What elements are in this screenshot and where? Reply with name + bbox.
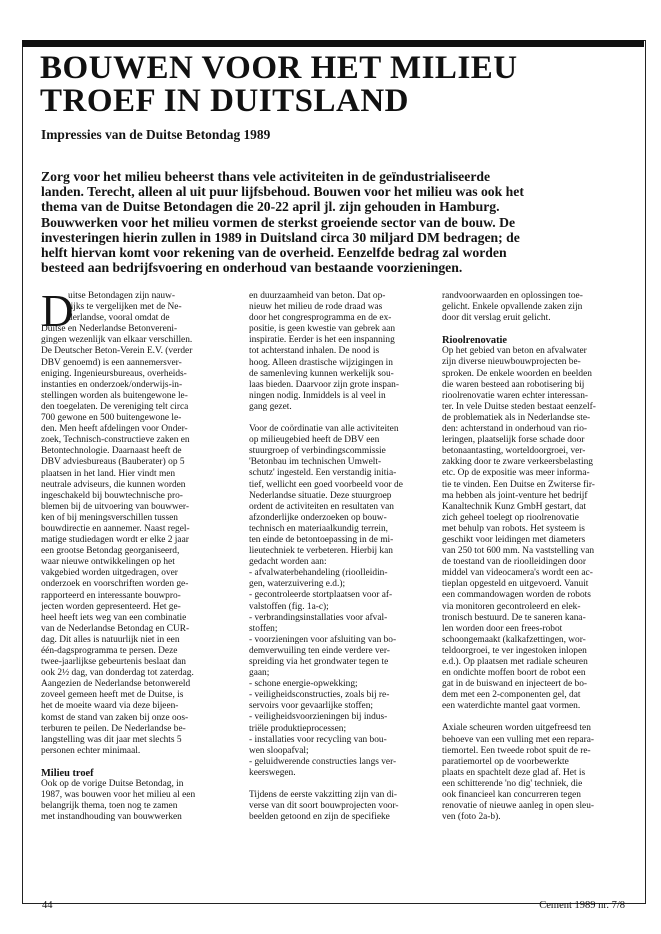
lead-line: besteed aan bedrijfsvoering en onderhoud van bestaande voorzieningen. (41, 260, 463, 276)
text-line: eniging. Ingenieursbureaus, overheids- (41, 368, 187, 379)
text-line: keerswegen. (249, 767, 296, 778)
text-line: gelicht. Enkele opvallende zaken zijn (442, 302, 583, 313)
text-line: den. Men heeft afdelingen voor Onder- (41, 424, 188, 435)
text-line: servoirs voor gevaarlijke stoffen; (249, 701, 374, 712)
paragraph-gap (442, 324, 628, 335)
text-line: etc. Op de expositie was meer informa- (442, 468, 590, 479)
text-line: spreiding via het grondwater tegen te (249, 657, 389, 667)
column-1 (41, 286, 237, 823)
text-line: via monitoren gecontroleerd en elek- (442, 601, 581, 612)
lead-line: helft hiervan komt voor rekening van de overheid. Eenzelfde bedrag zal worden (41, 245, 507, 261)
text-line: ven (foto 2a-b). (442, 812, 501, 823)
text-line: met instandhouding van bouwwerken (41, 812, 182, 823)
text-line: plaats en spachtelt deze glad af. Het is (442, 767, 586, 778)
text-line: dag. Dit alles is natuurlijk niet in een (41, 634, 180, 645)
text-line: DBV adviesbureaus (Bauberater) op 5 (41, 457, 185, 468)
text-line: onderzoek en voorschriften worden ge- (41, 579, 189, 590)
text-line: met behulp van robots. Het systeem is (442, 523, 585, 534)
text-line: nieuw het milieu de rode draad was (249, 302, 383, 313)
text-line: van de Nederlandse Betondag en CUR- (41, 623, 190, 634)
text-line: één-dagsprogramma te persen. Deze (41, 646, 178, 656)
text-line: langstelling was dit jaar met slechts 5 (41, 734, 182, 745)
text-line: - geluidwerende constructies langs ver- (249, 756, 397, 767)
lead-paragraph (41, 169, 635, 275)
text-line: positie, is geen kwestie van gebrek aan (249, 324, 396, 335)
text-line: technisch en materiaalkundig terrein, (249, 523, 389, 534)
text-line: demverwuiling ten einde verdere ver- (249, 645, 390, 656)
text-line: tronisch bestuurd. De te saneren kana- (442, 612, 586, 623)
text-line: ingeschakeld bij bouwtechnische pro- (41, 490, 183, 501)
text-line: gingen wezenlijk van elkaar verschillen. (41, 335, 193, 346)
text-line: paratiemortel op de voorbewerkte (442, 756, 569, 767)
text-line: ook 2½ dag, van donderdag tot zaterdag. (41, 668, 194, 679)
text-line: terburen te peilen. De Nederlandse be- (41, 723, 186, 734)
text-line: - verbrandingsinstallaties voor afval- (249, 612, 388, 623)
text-line: betonaantasting, worteldoorgroei, ver- (442, 446, 586, 457)
text-line: valstoffen (fig. 1a-c); (249, 601, 329, 612)
text-line: renovatie of nieuwe aanleg in open sleu- (442, 801, 595, 812)
text-line: 'Betonbau im technischen Umwelt- (249, 457, 382, 468)
drop-cap: D (41, 286, 74, 336)
text-line: inspiratie. Eerder is het een inspanning (249, 335, 395, 346)
text-line: - veiligheidsconstructies, zoals bij re- (249, 690, 390, 701)
text-line: ten einde de betontoepassing in de mi- (249, 534, 394, 545)
text-line: DBV genoemd) is een aannemersver- (41, 357, 182, 368)
section-heading: Rioolrenovatie (442, 335, 508, 347)
top-rule (22, 40, 644, 47)
text-line: ter. In vele Duitse steden bestaat eenzelf- (442, 401, 596, 412)
title-line: BOUWEN VOOR HET MILIEU (40, 50, 518, 86)
text-line: de toestand van de rioolleidingen door (442, 557, 586, 568)
text-line: vakgebied worden uitgedragen, over (41, 568, 178, 579)
text-line: - gecontroleerde stortplaatsen voor af- (249, 590, 393, 601)
text-line: tieplan opgesteld en uitgevoerd. Vanuit (442, 579, 589, 590)
text-line: tot achterstand inhalen. De nood is (249, 346, 380, 357)
text-line: wen sloopafval; (249, 745, 309, 756)
text-line: 700 gewone en 500 buitengewone le- (41, 413, 182, 424)
text-line: sproken. De enkele woorden en beelden (442, 368, 592, 379)
paragraph-gap (249, 779, 432, 790)
text-line: de problematiek als in Nederlandse ste- (442, 412, 591, 423)
text-line: ma hebben als joint-venture het bedrijf (442, 490, 588, 501)
title-line: TROEF IN DUITSLAND (40, 83, 410, 119)
text-line: beelden getoond en zijn de specifieke (249, 812, 390, 823)
article-title (40, 52, 640, 118)
text-line: een grootse Betondag georganiseerd, (41, 546, 180, 557)
text-line: ningen nodig. Inmiddels is al veel in (249, 390, 386, 401)
text-line: Ook op de vorige Duitse Betondag, in (41, 779, 184, 790)
text-line: zijn diverse nieuwbouwprojecten be- (442, 357, 581, 368)
text-line: laas bieden. Daarvoor zijn grote inspan- (249, 379, 399, 390)
text-line: 1987, was bouwen voor het milieu al een (41, 790, 196, 801)
text-line: stoffen; (249, 623, 278, 634)
text-line: Kanaltechnik Kunz GmbH gestart, dat (442, 501, 586, 512)
text-line: - afvalwaterbehandeling (rioolleidin- (249, 568, 388, 579)
text-line: die waren besteed aan robotisering bij (442, 379, 585, 390)
paragraph-gap (41, 757, 237, 768)
text-line: Aangezien de Nederlandse betonwereld (41, 679, 191, 690)
text-line: triële produktieprocessen; (249, 723, 347, 734)
text-line: Duitse en Nederlandse Betonvereni- (41, 324, 178, 335)
text-line: Axiale scheuren worden uitgefreesd ten (442, 723, 591, 734)
text-line: den: achterstand in onderhoud van rio- (442, 424, 588, 435)
text-line: De Deutscher Beton-Verein E.V. (verder (41, 346, 193, 357)
text-line: - veiligheidsvoorzieningen bij indus- (249, 712, 388, 723)
text-line: neutrale adviseurs, die kunnen worden (41, 479, 186, 490)
text-line: gedacht worden aan: (249, 557, 327, 568)
text-line: ken of bij meningsverschillen tussen (41, 512, 178, 523)
text-line: behoeve van een vulling met een repara- (442, 734, 595, 745)
lead-line: Zorg voor het milieu beheerst thans vele activiteiten in de geïndustrialiseerde (41, 169, 491, 184)
page-number: 44 (42, 900, 53, 911)
text-line: lijks te vergelijken met de Ne- (68, 302, 182, 313)
text-line: een waterdichte mantel gaat vormen. (442, 701, 581, 712)
text-line: gaan; (249, 668, 270, 679)
section-heading: Milieu troef (41, 767, 94, 779)
text-line: hoog. Alleen drastische wijzigingen in (249, 357, 393, 368)
text-line: schoongemaakt (kalkafzettingen, wor- (442, 634, 586, 645)
text-line: van 250 tot 600 mm. Na vaststelling van (442, 546, 595, 557)
text-line: Op het gebied van beton en afvalwater (442, 346, 587, 357)
text-line: - installaties voor recycling van bou- (249, 734, 387, 745)
text-line: ordent de activiteiten en resultaten van (249, 501, 394, 512)
text-line: op milieugebied heeft de DBV een (249, 435, 380, 446)
text-line: verse van dit soort bouwprojecten voor- (249, 801, 399, 812)
text-line: belangrijk thema, toen nog te zamen (41, 801, 178, 812)
text-line: middel van videocamera's wordt een ac- (442, 568, 593, 579)
text-line: instanties en onderzoek/onderwijs-in- (41, 379, 183, 390)
text-line: gang gezet. (249, 401, 292, 412)
text-line: randvoorwaarden en oplossingen toe- (442, 291, 583, 301)
column-3 (442, 291, 628, 823)
text-line: teldoorgroei, te ver ingestoken inlopen (442, 645, 587, 656)
text-line: tiemortel. Een tweede robot spuit de re- (442, 745, 591, 756)
text-line: door het congresprogramma en de ex- (249, 313, 392, 324)
text-line: een commandowagen worden de robots (442, 590, 591, 601)
text-line: een schitterende 'no dig' techniek, die (442, 778, 583, 789)
text-line: zoek, Technisch-constructieve zaken en (41, 435, 190, 446)
text-line: Nederlandse situatie. Deze stuurgroep (249, 490, 392, 501)
text-line: e.d.). Op plaatsen met radiale scheuren (442, 657, 588, 667)
text-line: zich geheel toelegt op rioolrenovatie (442, 512, 579, 523)
text-line: rapporteerd en interessante bouwpro- (41, 590, 181, 601)
paragraph-gap (249, 413, 432, 424)
lead-line: landen. Terecht, alleen al uit puur lijfsbehoud. Bouwen voor het milieu was ook het (41, 184, 524, 200)
text-line: dem met een 2-componenten gel, dat (442, 690, 581, 701)
text-line: jecten worden gepresenteerd. Het ge- (41, 601, 181, 612)
text-line: de samenleving kunnen werkelijk sou- (249, 368, 394, 379)
text-line: tief, wellicht een goed voorbeeld voor de (249, 479, 403, 490)
text-line: Voor de coördinatie van alle activiteiten (249, 424, 399, 435)
text-line: en duurzaamheid van beton. Dat op- (249, 291, 386, 301)
text-line: - voorzieningen voor afsluiting van bo- (249, 634, 397, 645)
text-line: bouwdirectie en aannemer. Naast regel- (41, 523, 190, 534)
text-line: gen, waterzuivering e.d.); (249, 579, 346, 590)
text-line: ook financieel kan concurreren tegen (442, 790, 581, 801)
text-line: gat in de buiswand en injecteert de bo- (442, 679, 588, 690)
publication-source: Cement 1989 nr. 7/8 (539, 900, 625, 911)
text-line: het de moeite waard via deze bijeen- (41, 701, 179, 712)
text-line: waar nieuwe ontwikkelingen op het (41, 557, 175, 568)
lead-line: Bouwwerken voor het milieu vormen de sterkst groeiende sector van de bouw. De (41, 214, 516, 230)
text-line: len worden door een frees-robot (442, 623, 563, 634)
text-line: matige studiedagen wordt er elke 2 jaar (41, 535, 189, 546)
text-line: en ondichte moffen boort de robot een (442, 668, 586, 679)
text-line: door dit verslag eruit gelicht. (442, 313, 551, 324)
text-line: lieutechniek te verbeteren. Hierbij kan (249, 546, 393, 557)
text-line: plaatsen in het land. Hier vindt men (41, 468, 176, 479)
text-line: heel heeft iets weg van een combinatie (41, 612, 187, 623)
text-line: Tijdens de eerste vakzitting zijn van di- (249, 790, 398, 801)
text-line: leringen, plaatselijk forse schade door (442, 435, 585, 446)
text-line: geschikt voor leidingen met diameters (442, 534, 586, 545)
paragraph-gap (442, 712, 628, 723)
text-line: den toegelaten. De vereniging telt circa (41, 401, 189, 412)
text-line: tie te vinden. Een Duitse en Zwiterse fir- (442, 479, 595, 490)
lead-line: investeringen hierin zullen in 1989 in Duitsland circa 30 miljard DM bedragen; de (41, 229, 520, 245)
text-line: blemen bij de uitvoering van bouwwer- (41, 501, 189, 512)
text-line: schutz' ingesteld. Een verstandig initia- (249, 468, 397, 479)
text-line: uitse Betondagen zijn nauw- (68, 291, 176, 301)
text-line: afzonderlijke onderzoeken op bouw- (249, 512, 387, 523)
text-line: stellingen worden als buitengewone le- (41, 390, 188, 401)
text-line: derlandse, vooral omdat de (68, 313, 170, 324)
column-2 (249, 291, 432, 823)
text-line: twee-jaarlijkse gebeurtenis beslaat dan (41, 657, 186, 668)
text-line: - schone energie-opwekking; (249, 679, 358, 690)
article-subtitle: Impressies van de Duitse Betondag 1989 (41, 127, 271, 142)
lead-line: thema van de Duitse Betondagen die 20-22 april jl. zijn gehouden in Hamburg. (41, 199, 500, 215)
text-line: komst de stand van zaken bij onze oos- (41, 712, 189, 723)
text-line: Betontechnologie. Daarnaast heeft de (41, 446, 182, 457)
text-line: stuurgroep of verbindingscommissie (249, 446, 386, 457)
text-line: zakking door te zware verkeersbelasting (442, 457, 593, 468)
text-line: zoveel gemeen heeft met de Duitse, is (41, 690, 184, 701)
text-line: rioolrenovatie waren echter interessan- (442, 390, 589, 401)
text-line: personen echter minimaal. (41, 745, 141, 756)
